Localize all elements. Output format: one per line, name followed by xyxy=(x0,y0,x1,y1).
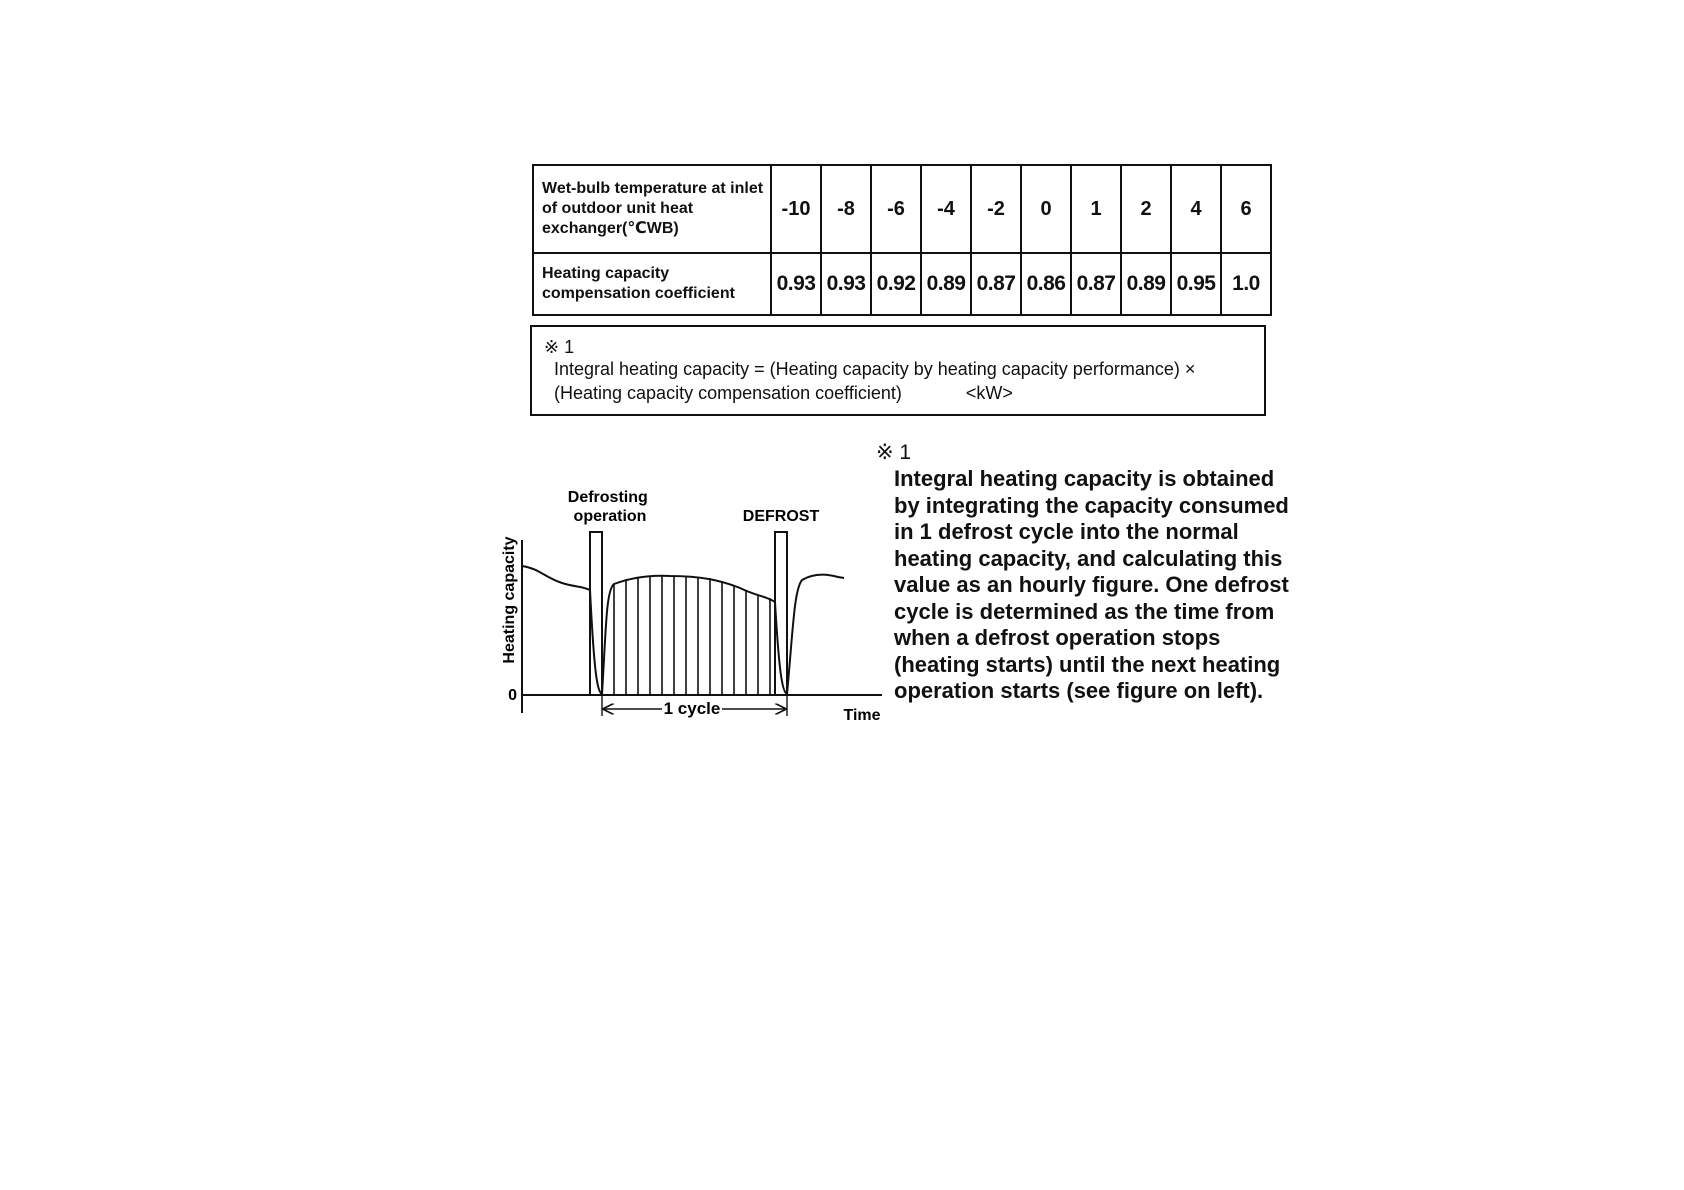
temperature-row-label: Wet-bulb temperature at inlet of outdoor unit heat exchanger(℃WB) xyxy=(533,165,771,253)
temperature-cell: -4 xyxy=(921,165,971,253)
integrated-area-hatch xyxy=(614,576,770,694)
explanation-note xyxy=(876,440,1316,705)
temperature-cell: -6 xyxy=(871,165,921,253)
coefficient-cell: 0.93 xyxy=(771,253,821,315)
defrost-label: DEFROST xyxy=(742,508,820,525)
coefficient-cell: 0.89 xyxy=(921,253,971,315)
formula-line-2-wrapper xyxy=(544,381,1264,405)
formula-line-1: Integral heating capacity = (Heating capacity by heating capacity performance) × xyxy=(554,359,1196,379)
coefficient-row xyxy=(533,253,1271,315)
coefficient-row-label: Heating capacity compensation coefficient xyxy=(533,253,771,315)
capacity-curve xyxy=(522,566,844,694)
coefficient-cell: 0.95 xyxy=(1171,253,1221,315)
note-footnote-mark: ※ 1 xyxy=(876,441,912,464)
compensation-table xyxy=(532,164,1272,316)
temperature-cell: 0 xyxy=(1021,165,1071,253)
formula-footnote-mark: ※ 1 xyxy=(544,337,575,357)
y-zero-label: 0 xyxy=(508,687,517,704)
temperature-row xyxy=(533,165,1271,253)
defrost-cycle-chart xyxy=(490,480,890,730)
y-axis-label: Heating capacity xyxy=(501,536,518,664)
coefficient-cell: 0.87 xyxy=(971,253,1021,315)
cycle-label: 1 cycle xyxy=(663,699,721,718)
temperature-cell: 1 xyxy=(1071,165,1121,253)
coefficient-cell: 0.93 xyxy=(821,253,871,315)
temperature-cell: 4 xyxy=(1171,165,1221,253)
formula-line-2: (Heating capacity compensation coefficient) xyxy=(554,383,902,403)
temperature-cell: -8 xyxy=(821,165,871,253)
coefficient-cell: 1.0 xyxy=(1221,253,1271,315)
coefficient-cell: 0.92 xyxy=(871,253,921,315)
defrosting-operation-label xyxy=(568,489,652,525)
note-body: Integral heating capacity is obtained by integrating the capacity consumed in 1 defrost cycle into the normal heating capacity, and calculating this value as an hourly figure. One defrost cycle is determined as the time from when a defrost operation stops (heating starts) until the next heating operation starts (see figure on left). xyxy=(894,466,1289,703)
formula-box xyxy=(530,325,1266,416)
defrosting-operation-line-2: operation xyxy=(573,508,647,525)
temperature-cell: 2 xyxy=(1121,165,1171,253)
chart-svg xyxy=(490,480,890,730)
defrosting-operation-line-1: Defrosting xyxy=(567,489,648,506)
compensation-table-wrapper xyxy=(532,164,1272,316)
formula-unit: <kW> xyxy=(965,383,1013,403)
x-axis-label: Time xyxy=(843,707,881,724)
coefficient-cell: 0.86 xyxy=(1021,253,1071,315)
coefficient-cell: 0.87 xyxy=(1071,253,1121,315)
coefficient-cell: 0.89 xyxy=(1121,253,1171,315)
temperature-cell: -10 xyxy=(771,165,821,253)
temperature-cell: -2 xyxy=(971,165,1021,253)
temperature-cell: 6 xyxy=(1221,165,1271,253)
